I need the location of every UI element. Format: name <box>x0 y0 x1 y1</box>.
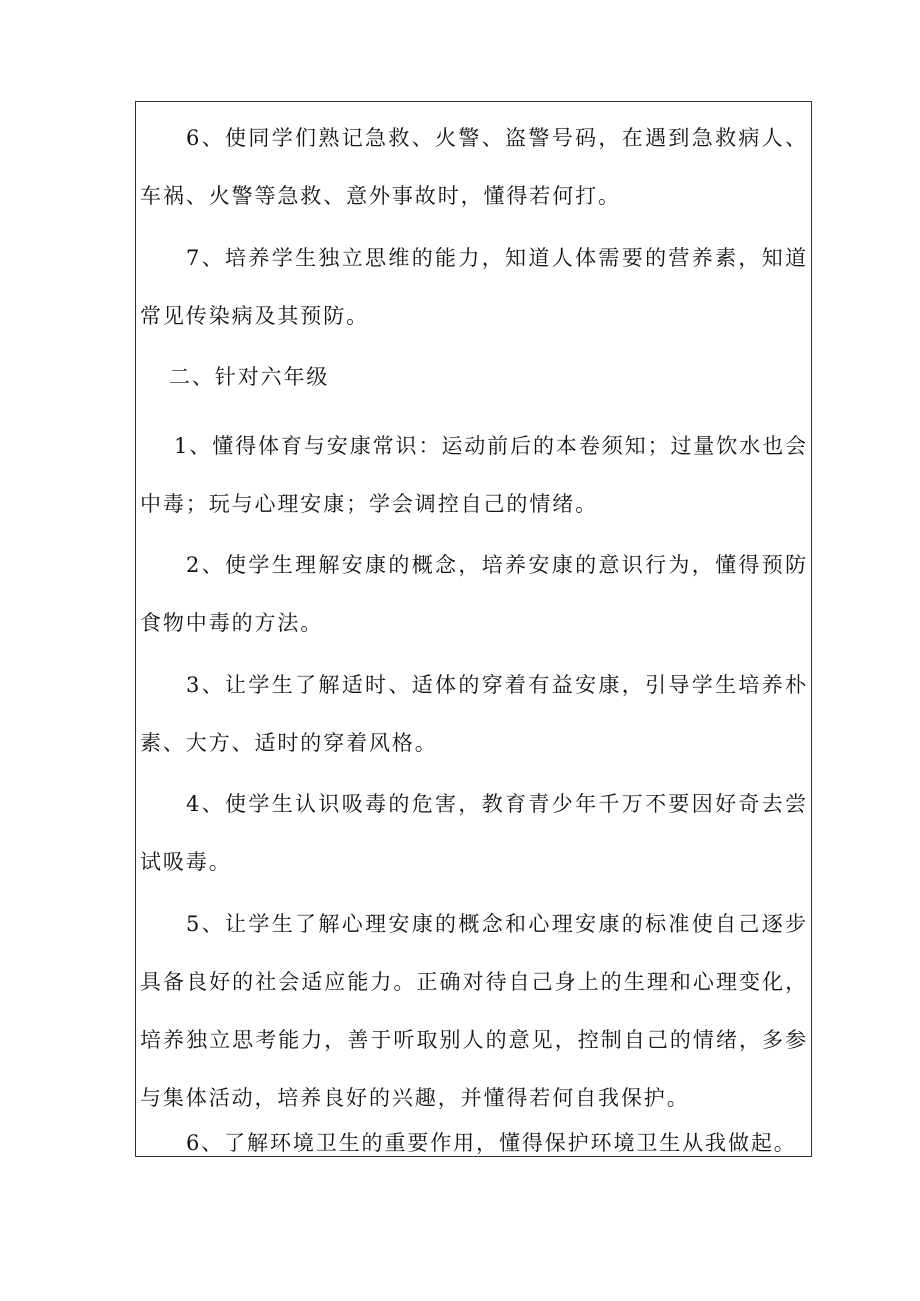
paragraph-item-7-independent-thinking: 7、培养学生独立思维的能力，知道人体需要的营养素，知道常见传染病及其预防。 <box>140 246 808 328</box>
paragraph-item-4-drug-danger: 4、使学生认识吸毒的危害，教育青少年千万不要因好奇去尝试吸毒。 <box>140 792 808 874</box>
paragraph-item-1-sports-health: 1、懂得体育与安康常识：运动前后的本卷须知；过量饮水也会中毒；玩与心理安康；学会调控自己的情绪。 <box>140 434 808 516</box>
paragraph-item-6-emergency-numbers: 6、使同学们熟记急救、火警、盗警号码，在遇到急救病人、车祸、火警等急救、意外事故时，懂得若何打。 <box>140 126 808 208</box>
paragraph-item-3-clothing: 3、让学生了解适时、适体的穿着有益安康，引导学生培养朴素、大方、适时的穿着风格。 <box>140 673 808 755</box>
paragraph-item-6-environment: 6、了解环境卫生的重要作用，懂得保护环境卫生从我做起。 <box>186 1131 797 1155</box>
document-frame <box>135 101 812 1157</box>
paragraph-item-5-mental-health: 5、让学生了解心理安康的概念和心理安康的标准使自己逐步具备良好的社会适应能力。正确对待自己身上的生理和心理变化，培养独立思考能力，善于听取别人的意见，控制自己的情绪，多参与集体活动，培养良好的兴趣，并懂得若何自我保护。 <box>140 912 808 1110</box>
section-heading-grade-six: 二、针对六年级 <box>169 365 330 389</box>
paragraph-item-2-health-concept: 2、使学生理解安康的概念，培养安康的意识行为，懂得预防食物中毒的方法。 <box>140 553 808 635</box>
